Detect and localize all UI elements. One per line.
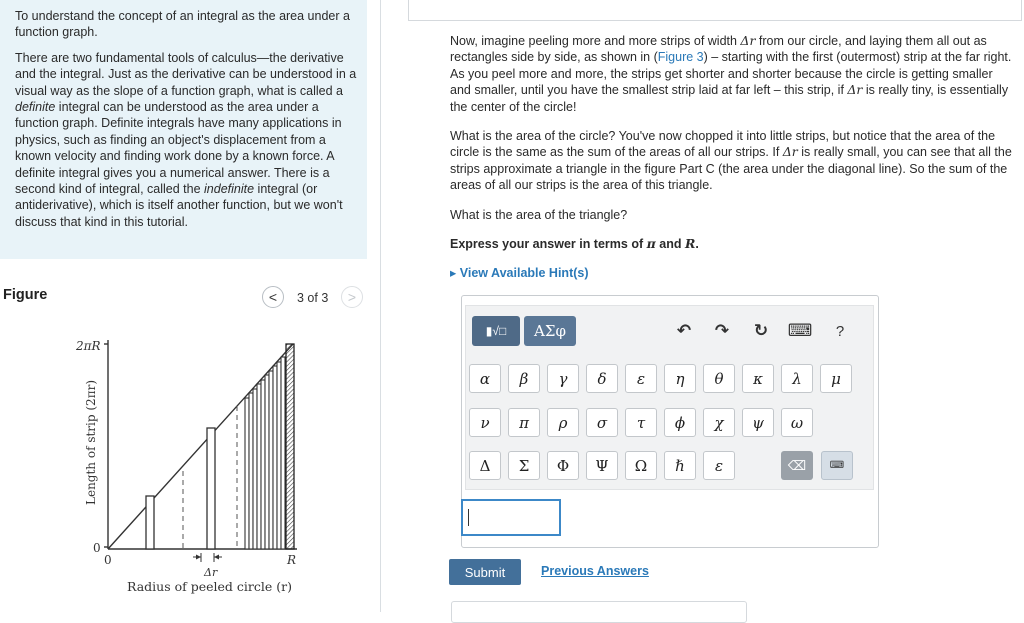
intro-box [0,0,367,259]
key-gamma[interactable]: γ [547,364,579,393]
key-tau[interactable]: τ [625,408,657,437]
reset-icon[interactable]: ↻ [753,321,769,340]
strip-area-figure [0,330,372,605]
key-capital-omega[interactable]: Ω [625,451,657,480]
key-capital-sigma[interactable]: Σ [508,451,540,480]
key-mu[interactable]: μ [820,364,852,393]
key-kappa[interactable]: κ [742,364,774,393]
figure-counter: 3 of 3 [297,291,329,305]
outermost-strip [286,344,294,549]
part-header-tab [408,0,1022,21]
view-hints-link[interactable]: View Available Hint(s) [459,266,589,281]
question-para-2: What is the area of the circle? You've now chopped it into little strips, but notice that the area of the circle is the same as the sum of the areas of all our strips. If Δr is really small, you can see that all the strips approximate a triangle in the figure Part C (the area under the diagonal line). So the sum of the areas of all our strips is the area of this triangle. [450,129,1012,193]
key-epsilon[interactable]: ε [625,364,657,393]
intro-para-1: To understand the concept of an integral as the area under a function graph. [15,9,350,40]
question-para-1: Now, imagine peeling more and more strips of width Δr from our circle, and laying them all out as rectangles side by side, as shown in (Figure 3) – starting with the first (outermost) strip at the far right. As you peel more and more, the strips get shorter and shorter because the circle is getting smaller and smaller, until you have the smallest strip laid at far left – this strip, if Δr is really tiny, is essentially the center of the circle! [450,33,1012,114]
key-permittivity-epsilon[interactable]: ε [703,451,735,480]
text-caret [468,509,469,526]
question-content [450,33,1016,295]
undo-icon[interactable]: ↶ [676,321,692,340]
next-figure-button[interactable]: > [341,286,363,308]
key-beta[interactable]: β [508,364,540,393]
greek-letters-button[interactable]: ΑΣφ [524,316,576,346]
figure-title: Figure [3,287,48,303]
intro-para-2: There are two fundamental tools of calculus—the derivative and the integral. Just as the derivative can be understood in a visual way as the slope of a function graph, what is called a definite integral can be understood as the area under a function graph. Definite integrals have many applications in physics, such as finding an object's displacement from a known velocity and finding work done by a known force. A definite integral gives you a numerical answer. There is a second kind of integral, called the indefinite integral (or antiderivative), which is itself another function, but we won't discuss that kind in this tutorial. [15,50,357,229]
key-capital-delta[interactable]: Δ [469,451,501,480]
key-phi[interactable]: ϕ [664,408,696,437]
submit-button[interactable]: Submit [449,559,521,585]
x-tick-zero: 0 [104,553,112,567]
key-delta[interactable]: δ [586,364,618,393]
key-lambda[interactable]: λ [781,364,813,393]
redo-icon[interactable]: ↷ [714,321,730,340]
x-tick-R: R [287,553,297,567]
key-sigma[interactable]: σ [586,408,618,437]
y-axis-label: Length of strip (2πr) [84,380,98,505]
left-column [0,0,381,612]
x-axis-label: Radius of peeled circle (r) [127,579,292,594]
key-capital-psi[interactable]: Ψ [586,451,618,480]
strips-near-R [245,357,285,549]
keyboard-toggle-icon[interactable]: ⌨ [821,451,853,480]
key-pi[interactable]: π [508,408,540,437]
delete-key-icon[interactable]: ⌫ [781,451,813,480]
question-para-3: What is the area of the triangle? [450,207,628,222]
prev-figure-button[interactable]: < [262,286,284,308]
help-icon[interactable]: ? [835,322,845,340]
answer-input[interactable] [461,499,561,536]
delta-r-label: Δr [204,566,218,579]
figure-header [0,284,372,312]
next-part-panel [451,601,747,623]
key-hbar[interactable]: ℏ [664,451,696,480]
answer-instructions: Express your answer in terms of π and R. [450,236,699,252]
key-psi[interactable]: ψ [742,408,774,437]
strip-medium [207,428,215,549]
previous-answers-link[interactable]: Previous Answers [541,564,649,578]
keyboard-shortcuts-icon[interactable]: ⌨ [787,321,813,340]
key-nu[interactable]: ν [469,408,501,437]
key-theta[interactable]: θ [703,364,735,393]
y-tick-zero: 0 [93,541,101,555]
key-chi[interactable]: χ [703,408,735,437]
key-rho[interactable]: ρ [547,408,579,437]
y-tick-top: 2πR [76,339,101,353]
key-capital-phi[interactable]: Φ [547,451,579,480]
hints-row [450,265,1016,281]
hint-arrow-icon[interactable]: ▸ [450,266,457,281]
key-eta[interactable]: η [664,364,696,393]
templates-button[interactable]: ▮√□ [472,316,520,346]
key-omega[interactable]: ω [781,408,813,437]
key-alpha[interactable]: α [469,364,501,393]
figure-3-link[interactable]: Figure 3 [657,50,704,65]
strip-small [146,496,154,549]
